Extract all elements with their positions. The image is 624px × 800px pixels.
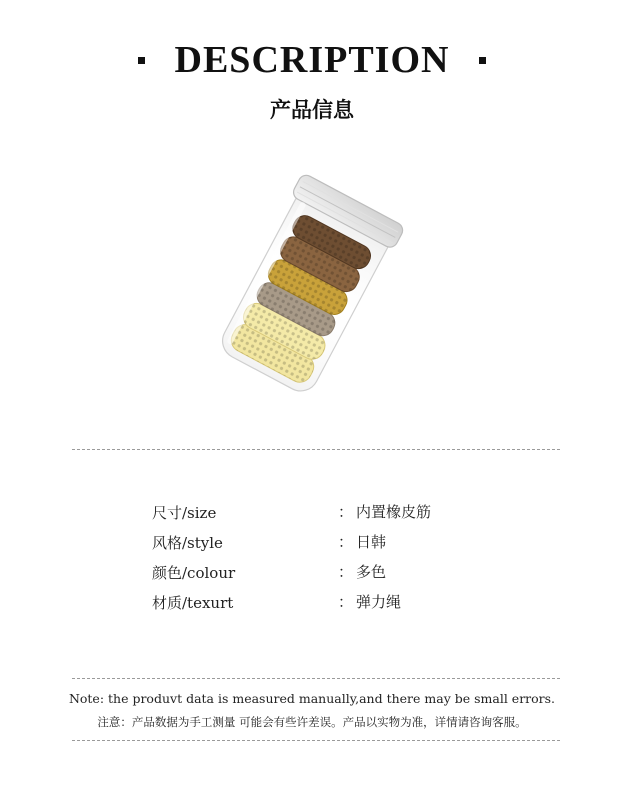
square-bullet-icon — [479, 57, 486, 64]
spec-label: 尺寸/size — [152, 504, 217, 522]
spec-row-material — [152, 588, 482, 618]
title-text: DESCRIPTION — [174, 39, 450, 81]
spec-table — [152, 498, 482, 618]
spec-label: 材质/texurt — [152, 594, 234, 612]
page-subtitle: 产品信息 — [270, 98, 354, 122]
spec-value: 日韩 — [356, 533, 387, 551]
spec-row-colour — [152, 558, 482, 588]
divider-note-top — [72, 678, 560, 679]
spec-value: 多色 — [356, 563, 387, 581]
divider-note-bottom — [72, 740, 560, 741]
divider-top — [72, 449, 560, 450]
spec-colon: ： — [338, 593, 354, 611]
note-chinese: 注意：产品数据为手工测量 可能会有些许差误。产品以实物为准，详情请咨询客服。 — [97, 715, 527, 729]
product-image — [190, 170, 430, 400]
spec-colon: ： — [338, 503, 354, 521]
spec-colon: ： — [338, 563, 354, 581]
square-bullet-icon — [138, 57, 145, 64]
spec-label: 风格/style — [152, 534, 223, 552]
note-english: Note: the produvt data is measured manually,and there may be small errors. — [68, 691, 556, 706]
spec-label: 颜色/colour — [152, 564, 236, 582]
spec-value: 内置橡皮筋 — [356, 503, 432, 521]
page-title — [0, 38, 624, 82]
spec-colon: ： — [338, 533, 354, 551]
spec-value: 弹力绳 — [356, 593, 402, 611]
spec-row-style — [152, 528, 482, 558]
spec-row-size — [152, 498, 482, 528]
